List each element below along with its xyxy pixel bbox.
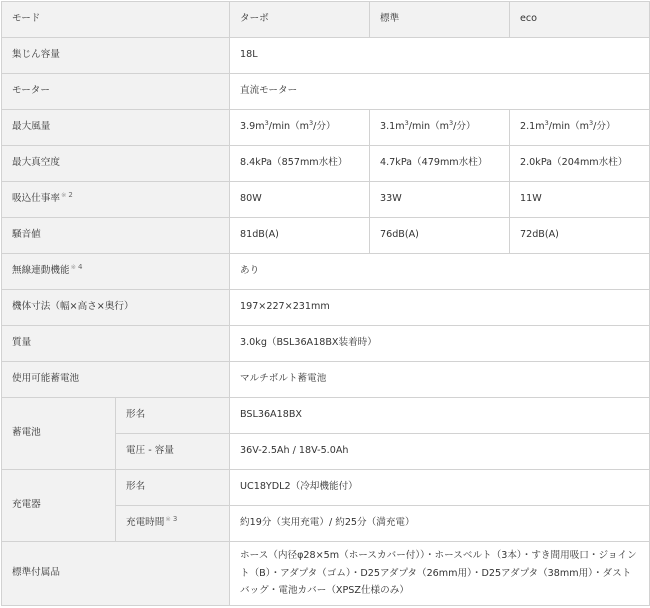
suction-work-label: 吸込仕事率: [12, 193, 60, 205]
suction-work-note: ※: [60, 191, 67, 200]
battery-voltage-value: 36V-2.5Ah / 18V-5.0Ah: [230, 434, 650, 470]
charger-time-label: 充電時間: [126, 517, 165, 529]
airflow-turbo-num: 3.9m: [240, 121, 265, 133]
battery-voltage-label: 電圧 - 容量: [116, 434, 230, 470]
row-accessories: [2, 542, 650, 606]
row-vacuum: [2, 146, 650, 182]
capacity-value: 18L: [230, 38, 650, 74]
wireless-note: ※: [70, 263, 77, 272]
airflow-eco-exp1: 3: [544, 119, 549, 128]
battery-label: 蓄電池: [2, 398, 116, 470]
spec-table: [1, 1, 649, 606]
airflow-turbo: [230, 110, 370, 146]
airflow-turbo-end: /分）: [313, 121, 336, 133]
row-suction-work: [2, 182, 650, 218]
noise-standard: 76dB(A): [370, 218, 510, 254]
row-wireless: [2, 254, 650, 290]
row-noise: [2, 218, 650, 254]
airflow-standard: [370, 110, 510, 146]
spec-table-grid: [1, 1, 650, 606]
airflow-eco-mid: /min（m: [548, 121, 590, 133]
dimensions-value: 197×227×231mm: [230, 290, 650, 326]
wireless-note-num: 4: [78, 263, 83, 272]
suction-work-turbo: 80W: [230, 182, 370, 218]
weight-label: 質量: [2, 326, 230, 362]
row-battery-model: [2, 398, 650, 434]
wireless-label: 無線連動機能: [12, 265, 70, 277]
suction-work-note-num: 2: [68, 191, 73, 200]
weight-value: 3.0kg（BSL36A18BX装着時）: [230, 326, 650, 362]
airflow-standard-exp1: 3: [404, 119, 409, 128]
row-dimensions: [2, 290, 650, 326]
charger-time-cell: [116, 506, 230, 542]
noise-eco: 72dB(A): [510, 218, 650, 254]
airflow-eco: [510, 110, 650, 146]
row-motor: [2, 74, 650, 110]
mode-eco: eco: [510, 2, 650, 38]
airflow-turbo-exp1: 3: [264, 119, 269, 128]
battery-model-label: 形名: [116, 398, 230, 434]
accessories-value: ホース（内径φ28×5m（ホースカバー付））・ホースベルト（3本）・すき間用吸口・ジョイント（B）・アダプタ（ゴム）・D25アダプタ（26mm用）・D25アダプタ（38mm用）・ダストバッグ・電池カバー（XPSZ仕様のみ）: [230, 542, 650, 606]
accessories-label: 標準付属品: [2, 542, 230, 606]
airflow-eco-end: /分）: [593, 121, 616, 133]
mode-label: モード: [2, 2, 230, 38]
motor-label: モーター: [2, 74, 230, 110]
charger-label: 充電器: [2, 470, 116, 542]
airflow-standard-mid: /min（m: [408, 121, 450, 133]
wireless-value: あり: [230, 254, 650, 290]
vacuum-label: 最大真空度: [2, 146, 230, 182]
airflow-eco-exp2: 3: [589, 119, 594, 128]
airflow-turbo-exp2: 3: [309, 119, 314, 128]
charger-time-note: ※: [165, 515, 171, 524]
charger-model-value: UC18YDL2（冷却機能付）: [230, 470, 650, 506]
capacity-label: 集じん容量: [2, 38, 230, 74]
wireless-cell: [2, 254, 230, 290]
row-mode: [2, 2, 650, 38]
noise-turbo: 81dB(A): [230, 218, 370, 254]
motor-value: 直流モーター: [230, 74, 650, 110]
row-capacity: [2, 38, 650, 74]
row-battery-compat: [2, 362, 650, 398]
row-weight: [2, 326, 650, 362]
charger-model-label: 形名: [116, 470, 230, 506]
charger-time-note-num: 3: [172, 515, 178, 524]
suction-work-cell: [2, 182, 230, 218]
mode-standard: 標準: [370, 2, 510, 38]
dimensions-label: 機体寸法（幅×高さ×奥行）: [2, 290, 230, 326]
airflow-eco-num: 2.1m: [520, 121, 545, 133]
row-charger-model: [2, 470, 650, 506]
airflow-standard-num: 3.1m: [380, 121, 405, 133]
battery-model-value: BSL36A18BX: [230, 398, 650, 434]
battery-compat-label: 使用可能蓄電池: [2, 362, 230, 398]
airflow-standard-end: /分）: [453, 121, 476, 133]
vacuum-standard: 4.7kPa（479mm水柱）: [370, 146, 510, 182]
charger-time-value: 約19分（実用充電）/ 約25分（満充電）: [230, 506, 650, 542]
airflow-label: 最大風量: [2, 110, 230, 146]
vacuum-eco: 2.0kPa（204mm水柱）: [510, 146, 650, 182]
mode-turbo: ターボ: [230, 2, 370, 38]
noise-label: 騒音値: [2, 218, 230, 254]
battery-compat-value: マルチボルト蓄電池: [230, 362, 650, 398]
vacuum-turbo: 8.4kPa（857mm水柱）: [230, 146, 370, 182]
suction-work-standard: 33W: [370, 182, 510, 218]
suction-work-eco: 11W: [510, 182, 650, 218]
airflow-standard-exp2: 3: [449, 119, 454, 128]
airflow-turbo-mid: /min（m: [268, 121, 310, 133]
row-airflow: [2, 110, 650, 146]
